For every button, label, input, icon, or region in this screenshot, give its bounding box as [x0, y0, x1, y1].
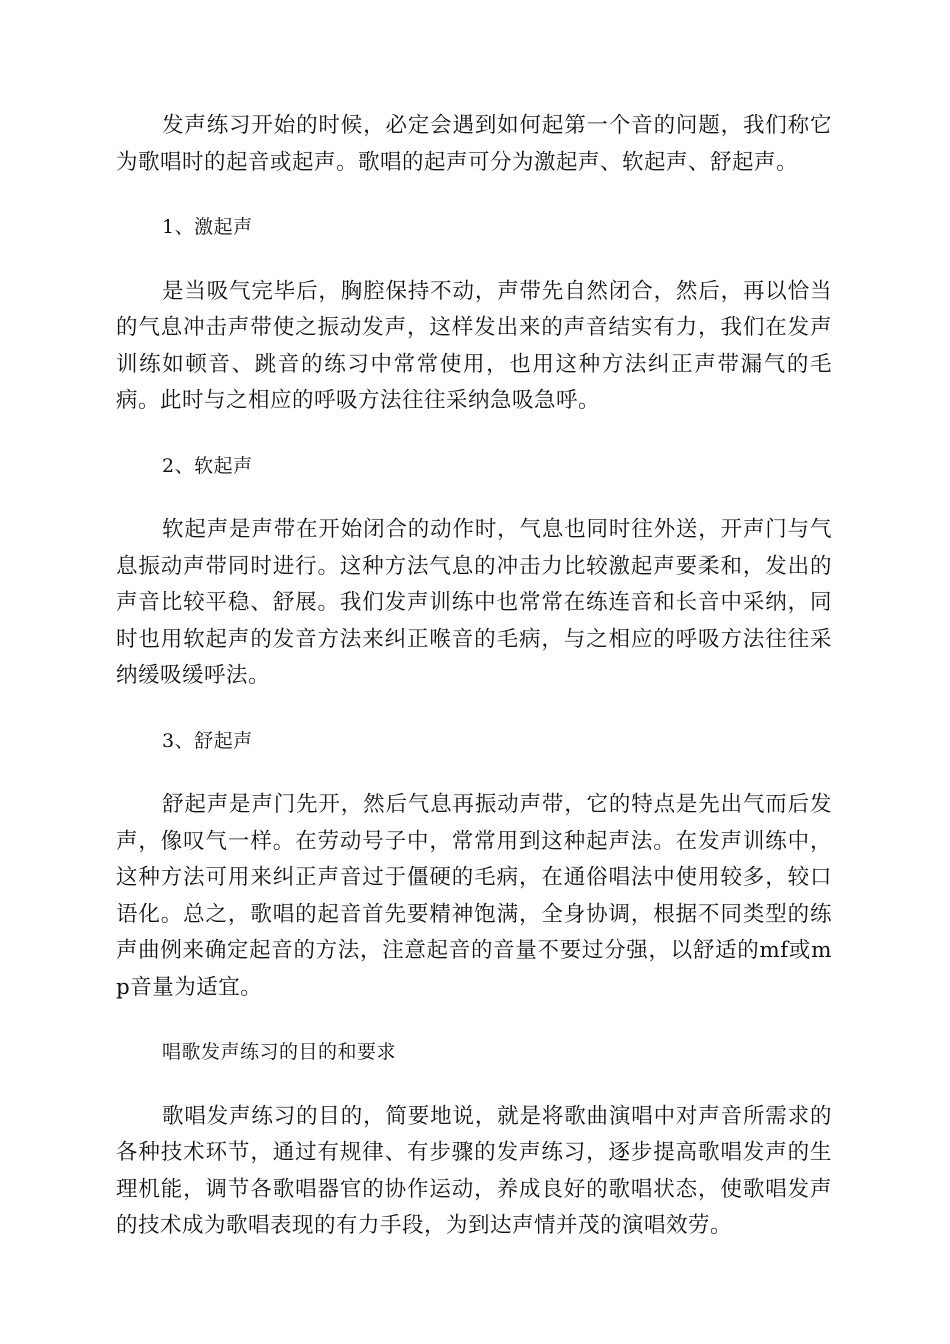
heading-hard-onset: 1、激起声 [162, 216, 253, 238]
paragraph-intro: 发声练习开始的时候，必定会遇到如何起第一个音的问题，我们称它为歌唱时的起音或起声。歌唱的起声可分为激起声、软起声、舒起声。 [116, 113, 832, 175]
heading-breathy-onset: 3、舒起声 [162, 729, 253, 752]
paragraph-breathy-onset: 舒起声是声门先开，然后气息再振动声带，它的特点是先出气而后发声，像叹气一样。在劳动号子中，常常用到这种起声法。在发声训练中，这种方法可用来纠正声音过于僵硬的毛病，在通俗唱法中使用较多，较口语化。总之，歌唱的起音首先要精神饱满，全身协调，根据不同类型的练声曲例来确定起音的方法，注意起音的音量不要过分强，以舒适的mf或mp音量为适宜。 [116, 792, 832, 1000]
paragraph-hard-onset: 是当吸气完毕后，胸腔保持不动，声带先自然闭合，然后，再以恰当的气息冲击声带使之振动发声，这样发出来的声音结实有力，我们在发声训练如顿音、跳音的练习中常常使用，也用这种方法纠正声带漏气的毛病。此时与之相应的呼吸方法往往采纳急吸急呼。 [116, 278, 832, 413]
paragraph-practice-goals: 歌唱发声练习的目的，简要地说，就是将歌曲演唱中对声音所需求的各种技术环节，通过有规律、有步骤的发声练习，逐步提高歌唱发声的生理机能，调节各歌唱器官的协作运动，养成良好的歌唱状态，使歌唱发声的技术成为歌唱表现的有力手段，为到达声情并茂的演唱效劳。 [116, 1103, 832, 1238]
document-body [116, 108, 832, 1245]
heading-soft-onset: 2、软起声 [162, 454, 253, 477]
heading-practice-goals: 唱歌发声练习的目的和要求 [162, 1041, 397, 1063]
paragraph-soft-onset: 软起声是声带在开始闭合的动作时，气息也同时往外送，开声门与气息振动声带同时进行。这种方法气息的冲击力比较激起声要柔和，发出的声音比较平稳、舒展。我们发声训练中也常常在练连音和长音中采纳，同时也用软起声的发音方法来纠正喉音的毛病，与之相应的呼吸方法往往采纳缓吸缓呼法。 [116, 517, 832, 688]
